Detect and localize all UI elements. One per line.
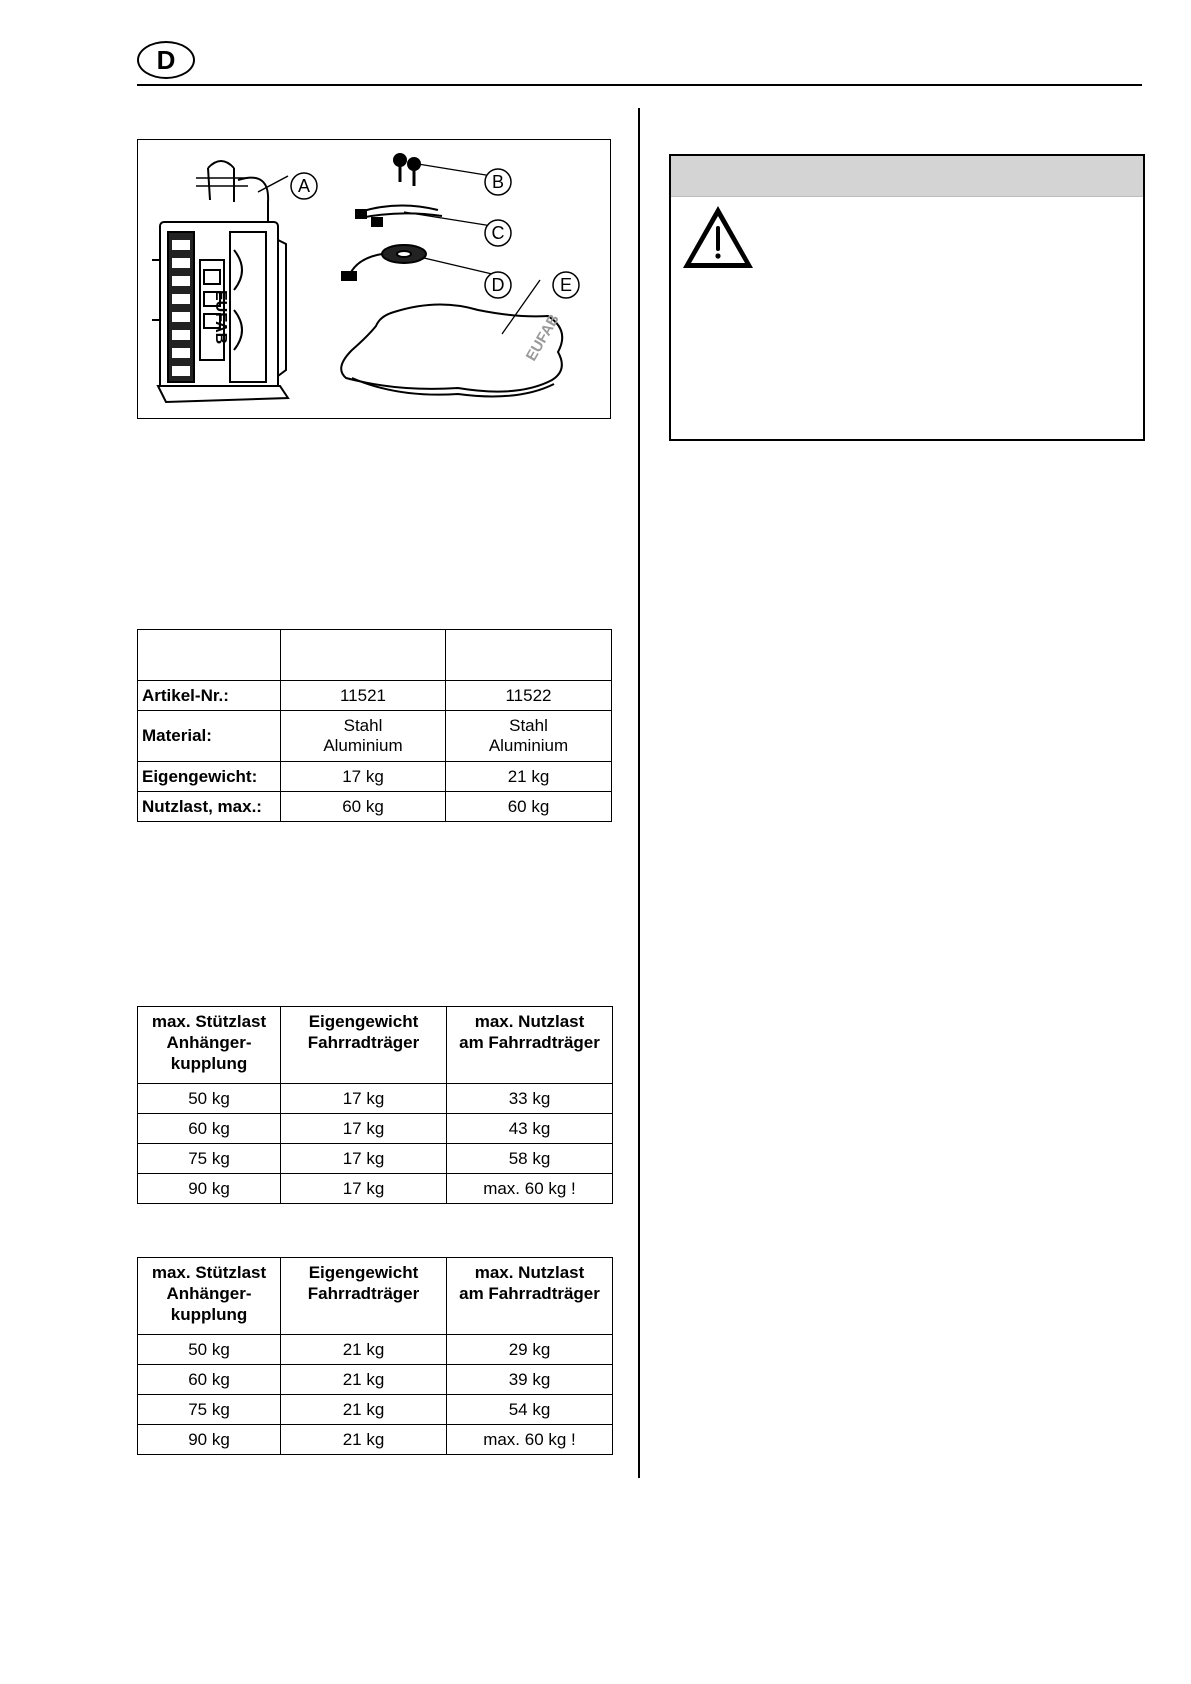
product-figure: [137, 139, 611, 419]
header-max-payload: [447, 1007, 613, 1084]
header-line: max. Stützlast: [151, 1263, 267, 1282]
spec-value: 11521: [281, 681, 446, 711]
warning-triangle-icon: [679, 202, 757, 277]
table-cell: 90 kg: [138, 1425, 281, 1455]
table-cell: max. 60 kg !: [447, 1174, 613, 1204]
header-max-payload: [447, 1258, 613, 1335]
table-cell: 60 kg: [138, 1114, 281, 1144]
bag-brand-mark: EUFAB: [522, 311, 563, 364]
header-own-weight: [281, 1258, 447, 1335]
spec-label: Artikel-Nr.:: [138, 681, 281, 711]
header-line: Fahrradträger: [307, 1284, 420, 1303]
table-cell: max. 60 kg !: [447, 1425, 613, 1455]
header-line: Anhänger-: [166, 1284, 252, 1303]
callout-label-a: A: [297, 176, 311, 196]
spec-label: Eigengewicht:: [138, 762, 281, 792]
table-row: [138, 1335, 613, 1365]
table-cell: 33 kg: [447, 1084, 613, 1114]
header-line: max. Nutzlast: [474, 1263, 585, 1282]
callout-label-d: D: [491, 275, 505, 295]
table-cell: 21 kg: [281, 1335, 447, 1365]
spec-row-material: [138, 711, 612, 762]
table-cell: 29 kg: [447, 1335, 613, 1365]
bike-carrier-drawing: [152, 161, 288, 402]
load-table-11522: [137, 1257, 613, 1455]
table-row: [138, 1084, 613, 1114]
spec-value-line: Aluminium: [323, 736, 403, 755]
table-cell: 39 kg: [447, 1365, 613, 1395]
header-line: max. Nutzlast: [474, 1012, 585, 1031]
table-cell: 43 kg: [447, 1114, 613, 1144]
table-row: [138, 1144, 613, 1174]
spec-value-line: Stahl: [343, 716, 383, 735]
spec-table: [137, 629, 612, 822]
spec-header-row: [138, 630, 612, 681]
spec-value-line: Stahl: [509, 716, 548, 735]
table-cell: 17 kg: [281, 1084, 447, 1114]
warning-box: [669, 154, 1145, 441]
table-cell: 58 kg: [447, 1144, 613, 1174]
header-rule: [137, 84, 1142, 86]
callout-label-b: B: [491, 172, 505, 192]
spec-value: [281, 711, 446, 762]
header-line: kupplung: [170, 1054, 248, 1073]
product-illustration: [138, 140, 611, 419]
table-cell: 17 kg: [281, 1144, 447, 1174]
spec-header-cell: [138, 630, 281, 681]
header-line: Fahrradträger: [307, 1033, 420, 1052]
header-line: Anhänger-: [166, 1033, 252, 1052]
table-cell: 90 kg: [138, 1174, 281, 1204]
spec-value-line: Aluminium: [488, 736, 569, 755]
spec-row-weight: [138, 762, 612, 792]
table-row: [138, 1425, 613, 1455]
spec-header-cell: [446, 630, 612, 681]
load-table-header-row: [138, 1258, 613, 1335]
callout-label-e: E: [559, 275, 573, 295]
cable-ties-drawing: [356, 205, 492, 226]
velcro-roll-drawing: [342, 245, 492, 280]
spec-value: 21 kg: [446, 762, 612, 792]
table-cell: 75 kg: [138, 1395, 281, 1425]
header-own-weight: [281, 1007, 447, 1084]
header-line: max. Stützlast: [151, 1012, 267, 1031]
table-cell: 21 kg: [281, 1395, 447, 1425]
screws-drawing: [394, 154, 492, 186]
table-cell: 17 kg: [281, 1114, 447, 1144]
spec-value: 60 kg: [446, 792, 612, 822]
warning-header-bar: [671, 156, 1143, 197]
header-line: kupplung: [170, 1305, 248, 1324]
column-divider: [638, 108, 640, 1478]
load-table-header-row: [138, 1007, 613, 1084]
table-cell: 50 kg: [138, 1335, 281, 1365]
table-cell: 50 kg: [138, 1084, 281, 1114]
storage-bag-drawing: [341, 280, 562, 396]
carrier-brand-mark: EUFAB: [212, 290, 229, 345]
header-line: Eigengewicht: [308, 1263, 419, 1282]
header-support-load: [138, 1258, 281, 1335]
table-row: [138, 1114, 613, 1144]
header-support-load: [138, 1007, 281, 1084]
header-line: am Fahrradträger: [459, 1033, 600, 1052]
spec-label: Nutzlast, max.:: [138, 792, 281, 822]
load-table-11521: [137, 1006, 613, 1204]
language-badge: D: [137, 41, 195, 79]
header-line: am Fahrradträger: [459, 1284, 600, 1303]
spec-value: [446, 711, 612, 762]
table-row: [138, 1365, 613, 1395]
spec-row-payload: [138, 792, 612, 822]
table-cell: 75 kg: [138, 1144, 281, 1174]
table-cell: 60 kg: [138, 1365, 281, 1395]
table-cell: 54 kg: [447, 1395, 613, 1425]
spec-value: 11522: [446, 681, 612, 711]
callout-label-c: C: [491, 223, 505, 243]
table-cell: 21 kg: [281, 1425, 447, 1455]
header-line: Eigengewicht: [308, 1012, 419, 1031]
spec-value: 17 kg: [281, 762, 446, 792]
table-row: [138, 1174, 613, 1204]
spec-header-cell: [281, 630, 446, 681]
spec-label: Material:: [138, 711, 281, 762]
spec-value: 60 kg: [281, 792, 446, 822]
table-cell: 17 kg: [281, 1174, 447, 1204]
spec-row-article: [138, 681, 612, 711]
table-row: [138, 1395, 613, 1425]
table-cell: 21 kg: [281, 1365, 447, 1395]
